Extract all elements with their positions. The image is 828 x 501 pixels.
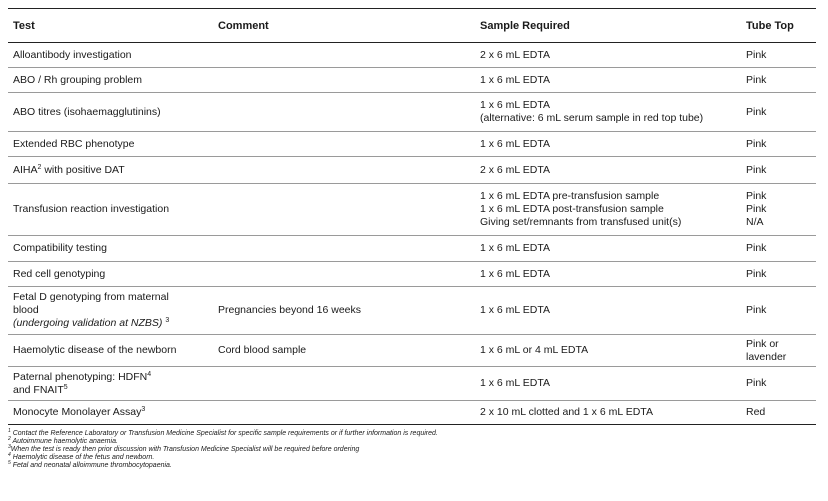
footnote-text: When the test is ready then prior discussion with Transfusion Medicine Specialist will be required before ordering	[10, 446, 360, 453]
sample-line: 1 x 6 mL EDTA	[480, 304, 551, 316]
sample-line: 1 x 6 mL EDTA	[480, 242, 551, 254]
tube-line: Pink	[746, 137, 767, 150]
tube-cell	[741, 68, 816, 93]
sample-line: 1 x 6 mL EDTA	[480, 137, 551, 150]
test-cell	[8, 367, 213, 401]
sample-line: 1 x 6 mL EDTA	[480, 73, 551, 86]
table-row	[8, 93, 816, 132]
header-comment: Comment	[213, 9, 475, 43]
test-text: and FNAIT	[13, 383, 64, 396]
test-note	[13, 317, 208, 330]
header-tube-top: Tube Top	[741, 9, 816, 43]
test-line: blood	[13, 304, 39, 316]
sample-cell	[475, 287, 741, 335]
test-text-after: with positive DAT	[41, 163, 125, 176]
comment-cell	[213, 68, 475, 93]
test-cell: Haemolytic disease of the newborn	[8, 335, 213, 367]
sample-cell	[475, 236, 741, 262]
test-cell: Transfusion reaction investigation	[8, 184, 213, 236]
sample-cell	[475, 262, 741, 287]
test-text: Monocyte Monolayer Assay	[13, 406, 142, 418]
sample-cell	[475, 401, 741, 425]
tube-cell	[741, 287, 816, 335]
comment-cell	[213, 93, 475, 132]
sample-line: 1 x 6 mL EDTA	[480, 99, 551, 111]
table-row	[8, 335, 816, 367]
test-text: AIHA	[13, 163, 38, 176]
tube-cell	[741, 367, 816, 401]
sample-line: 1 x 6 mL EDTA	[480, 377, 551, 389]
test-cell	[8, 157, 213, 184]
test-line	[13, 384, 208, 397]
comment-cell	[213, 157, 475, 184]
tube-line: Pink	[746, 163, 767, 176]
footnote-mark: 5	[8, 460, 11, 466]
comment-cell	[213, 132, 475, 157]
footnote-text: Contact the Reference Laboratory or Transfusion Medicine Specialist for specific sample requirements or if further information is required.	[10, 430, 438, 437]
sample-cell	[475, 367, 741, 401]
footnote-ref: 4	[147, 370, 152, 378]
sample-cell	[475, 184, 741, 236]
sample-cell	[475, 335, 741, 367]
sample-cell	[475, 132, 741, 157]
tube-cell	[741, 184, 816, 236]
header-sample-required: Sample Required	[475, 9, 741, 43]
footnote-text: Haemolytic disease of the fetus and newborn.	[10, 454, 155, 461]
table-row	[8, 236, 816, 262]
tube-line: Pink or	[746, 337, 779, 350]
tube-cell	[741, 132, 816, 157]
test-line	[13, 371, 208, 384]
sample-line: 1 x 6 mL or 4 mL EDTA	[480, 344, 589, 356]
sample-line: 2 x 6 mL EDTA	[480, 163, 551, 176]
header-test: Test	[8, 9, 213, 43]
tube-cell	[741, 335, 816, 367]
table-row	[8, 43, 816, 68]
footnote	[8, 446, 816, 454]
tube-cell	[741, 262, 816, 287]
tube-cell	[741, 401, 816, 425]
table-row	[8, 262, 816, 287]
footnote	[8, 438, 816, 446]
table-row	[8, 367, 816, 401]
comment-cell	[213, 401, 475, 425]
tube-line: Pink	[746, 203, 767, 215]
footnote-mark: 1	[8, 428, 11, 434]
test-cell: Compatibility testing	[8, 236, 213, 262]
table-row	[8, 132, 816, 157]
test-cell	[8, 401, 213, 425]
footnote	[8, 454, 816, 462]
comment-cell	[213, 367, 475, 401]
tube-line: Pink	[746, 304, 767, 316]
footnote-mark: 3	[8, 444, 11, 450]
test-line: Fetal D genotyping from maternal	[13, 291, 169, 303]
sample-requirements-table	[8, 8, 816, 425]
validation-note: (undergoing validation at NZBS)	[13, 317, 163, 329]
sample-line: 2 x 6 mL EDTA	[480, 48, 551, 61]
test-cell: Red cell genotyping	[8, 262, 213, 287]
sample-line: 1 x 6 mL EDTA pre-transfusion sample	[480, 190, 660, 202]
table-row	[8, 68, 816, 93]
tube-line: Pink	[746, 242, 767, 254]
test-cell	[8, 287, 213, 335]
sample-line: 1 x 6 mL EDTA post-transfusion sample	[480, 203, 664, 215]
test-cell: Extended RBC phenotype	[8, 132, 213, 157]
tube-cell	[741, 236, 816, 262]
footnote-ref: 3	[141, 406, 146, 413]
footnote-text: Autoimmune haemolytic anaemia.	[10, 438, 118, 445]
tube-line: Pink	[746, 267, 767, 280]
footnote	[8, 462, 816, 470]
table-row	[8, 287, 816, 335]
comment-cell	[213, 236, 475, 262]
sample-cell	[475, 68, 741, 93]
sample-cell	[475, 93, 741, 132]
footnote-ref: 3	[165, 317, 170, 324]
table-row	[8, 401, 816, 425]
footnote-mark: 4	[8, 452, 11, 458]
comment-cell	[213, 43, 475, 68]
table-header-row	[8, 9, 816, 43]
tube-line: Pink	[746, 48, 767, 61]
sample-cell	[475, 43, 741, 68]
sample-line: 1 x 6 mL EDTA	[480, 267, 551, 280]
document	[8, 8, 816, 470]
sample-cell	[475, 157, 741, 184]
comment-cell	[213, 184, 475, 236]
footnote-text: Fetal and neonatal alloimmune thrombocytopaenia.	[10, 462, 172, 469]
footnotes	[8, 430, 816, 470]
tube-line: Pink	[746, 105, 767, 118]
comment-cell: Cord blood sample	[213, 335, 475, 367]
table-row	[8, 157, 816, 184]
tube-line: Pink	[746, 73, 767, 86]
tube-line: Pink	[746, 377, 767, 389]
tube-line: Pink	[746, 190, 767, 202]
table-row	[8, 184, 816, 236]
comment-cell	[213, 262, 475, 287]
sample-line: Giving set/remnants from transfused unit(s)	[480, 216, 682, 228]
tube-line: Red	[746, 406, 766, 418]
sample-line: (alternative: 6 mL serum sample in red top tube)	[480, 112, 704, 124]
comment-cell: Pregnancies beyond 16 weeks	[213, 287, 475, 335]
footnote-ref: 5	[63, 383, 68, 391]
tube-cell	[741, 157, 816, 184]
footnote	[8, 430, 816, 438]
test-cell: ABO / Rh grouping problem	[8, 68, 213, 93]
test-text: Paternal phenotyping: HDFN	[13, 370, 148, 383]
tube-cell	[741, 43, 816, 68]
sample-line: 2 x 10 mL clotted and 1 x 6 mL EDTA	[480, 406, 653, 418]
test-cell: Alloantibody investigation	[8, 43, 213, 68]
tube-line: lavender	[746, 350, 787, 363]
tube-line: N/A	[746, 216, 764, 228]
tube-cell	[741, 93, 816, 132]
test-cell: ABO titres (isohaemagglutinins)	[8, 93, 213, 132]
footnote-mark: 2	[8, 436, 11, 442]
footnote-ref: 2	[37, 163, 42, 171]
